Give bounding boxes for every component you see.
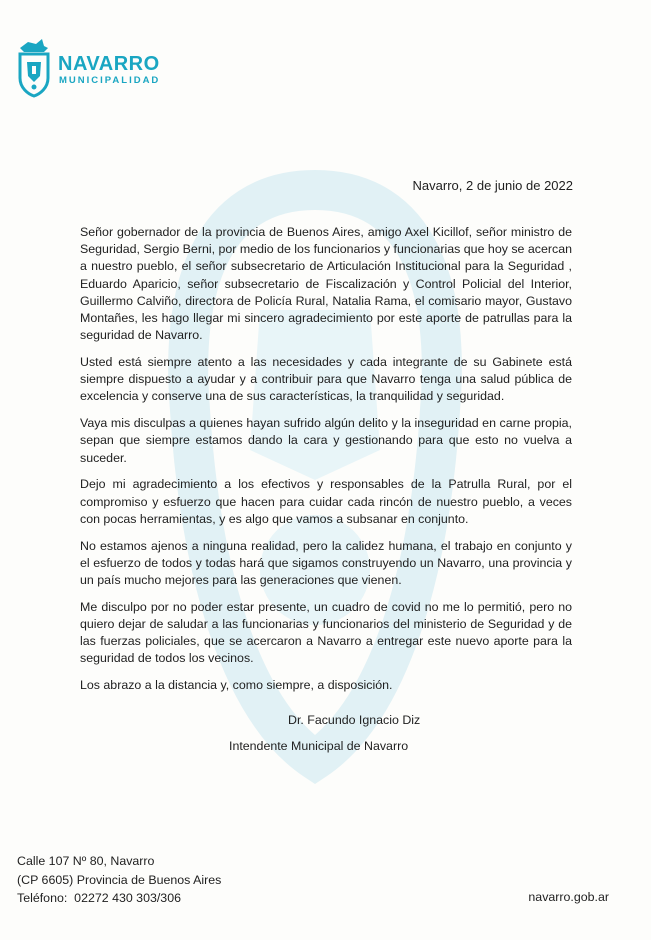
paragraph: Los abrazo a la distancia y, como siempre, a disposición. (80, 678, 393, 693)
paragraph: Me disculpo por no poder estar presente, un cuadro de covid no me lo permitió, pero no quiero dejar de saludar a las funcionarias y funcionarios del ministerio de Seguridad y de las fuerzas policiales, que se acercaron a Navarro a entregar este nuevo aporte para la seguridad de todos los vecinos. (80, 599, 572, 666)
paragraph: Usted está siempre atento a las necesidades y cada integrante de su Gabinete está siempre dispuesto a ayudar y a contribuir para que Navarro tenga una salud pública de excelencia y conserve una de sus características, la tranquilidad y seguridad. (80, 355, 572, 404)
brand-subtitle: MUNICIPALIDAD (59, 75, 161, 86)
paragraph: Señor gobernador de la provincia de Buenos Aires, amigo Axel Kicillof, señor ministro de Seguridad, Sergio Berni, por medio de los funcionarios y funcionarias que hoy se acercan a nuestro pueblo, el señor subsecretario de Articulación Institucional para la Seguridad , Eduardo Aparicio, señor subsecretario de Fiscalización y Control Policial del Interior, Guillermo Calviño, directora de Policía Rural, Natalia Rama, el comisario mayor, Gustavo Montañes, les hago llegar mi sincero agradecimiento por este aporte de patrullas para la seguridad de Navarro. (80, 225, 572, 343)
phone-line: Teléfono: 02272 430 303/306 (17, 891, 181, 906)
signature-role: Intendente Municipal de Navarro (229, 739, 409, 753)
paragraph: Vaya mis disculpas a quienes hayan sufrido algún delito y la inseguridad en carne propia, sepan que siempre estamos dando la cara y gestionando para que esto no vuelva a suceder. (80, 416, 572, 465)
letter-date: Navarro, 2 de junio de 2022 (412, 178, 573, 193)
paragraph: Dejo mi agradecimiento a los efectivos y responsables de la Patrulla Rural, por el compromiso y esfuerzo que hacen para cuidar cada rincón de nuestro pueblo, a veces con pocas herramientas, y es algo que vamos a subsanar en conjunto. (80, 477, 572, 526)
signature-name: Dr. Facundo Ignacio Diz (288, 713, 421, 727)
brand-name: NAVARRO (58, 53, 160, 75)
municipality-logo (14, 36, 174, 100)
website-link[interactable]: navarro.gob.ar (528, 890, 609, 904)
paragraph: No estamos ajenos a ninguna realidad, pero la calidez humana, el trabajo en conjunto y el esfuerzo de todos y todas hará que sigamos construyendo un Navarro, una provincia y un país mucho mejores para las generaciones que vienen. (80, 538, 572, 588)
address-line-1: Calle 107 Nº 80, Navarro (17, 854, 155, 868)
footer-contact (17, 852, 221, 908)
letter-body (80, 224, 572, 704)
navarro-shield-icon (14, 36, 54, 98)
address-line-2: (CP 6605) Provincia de Buenos Aires (17, 872, 222, 887)
